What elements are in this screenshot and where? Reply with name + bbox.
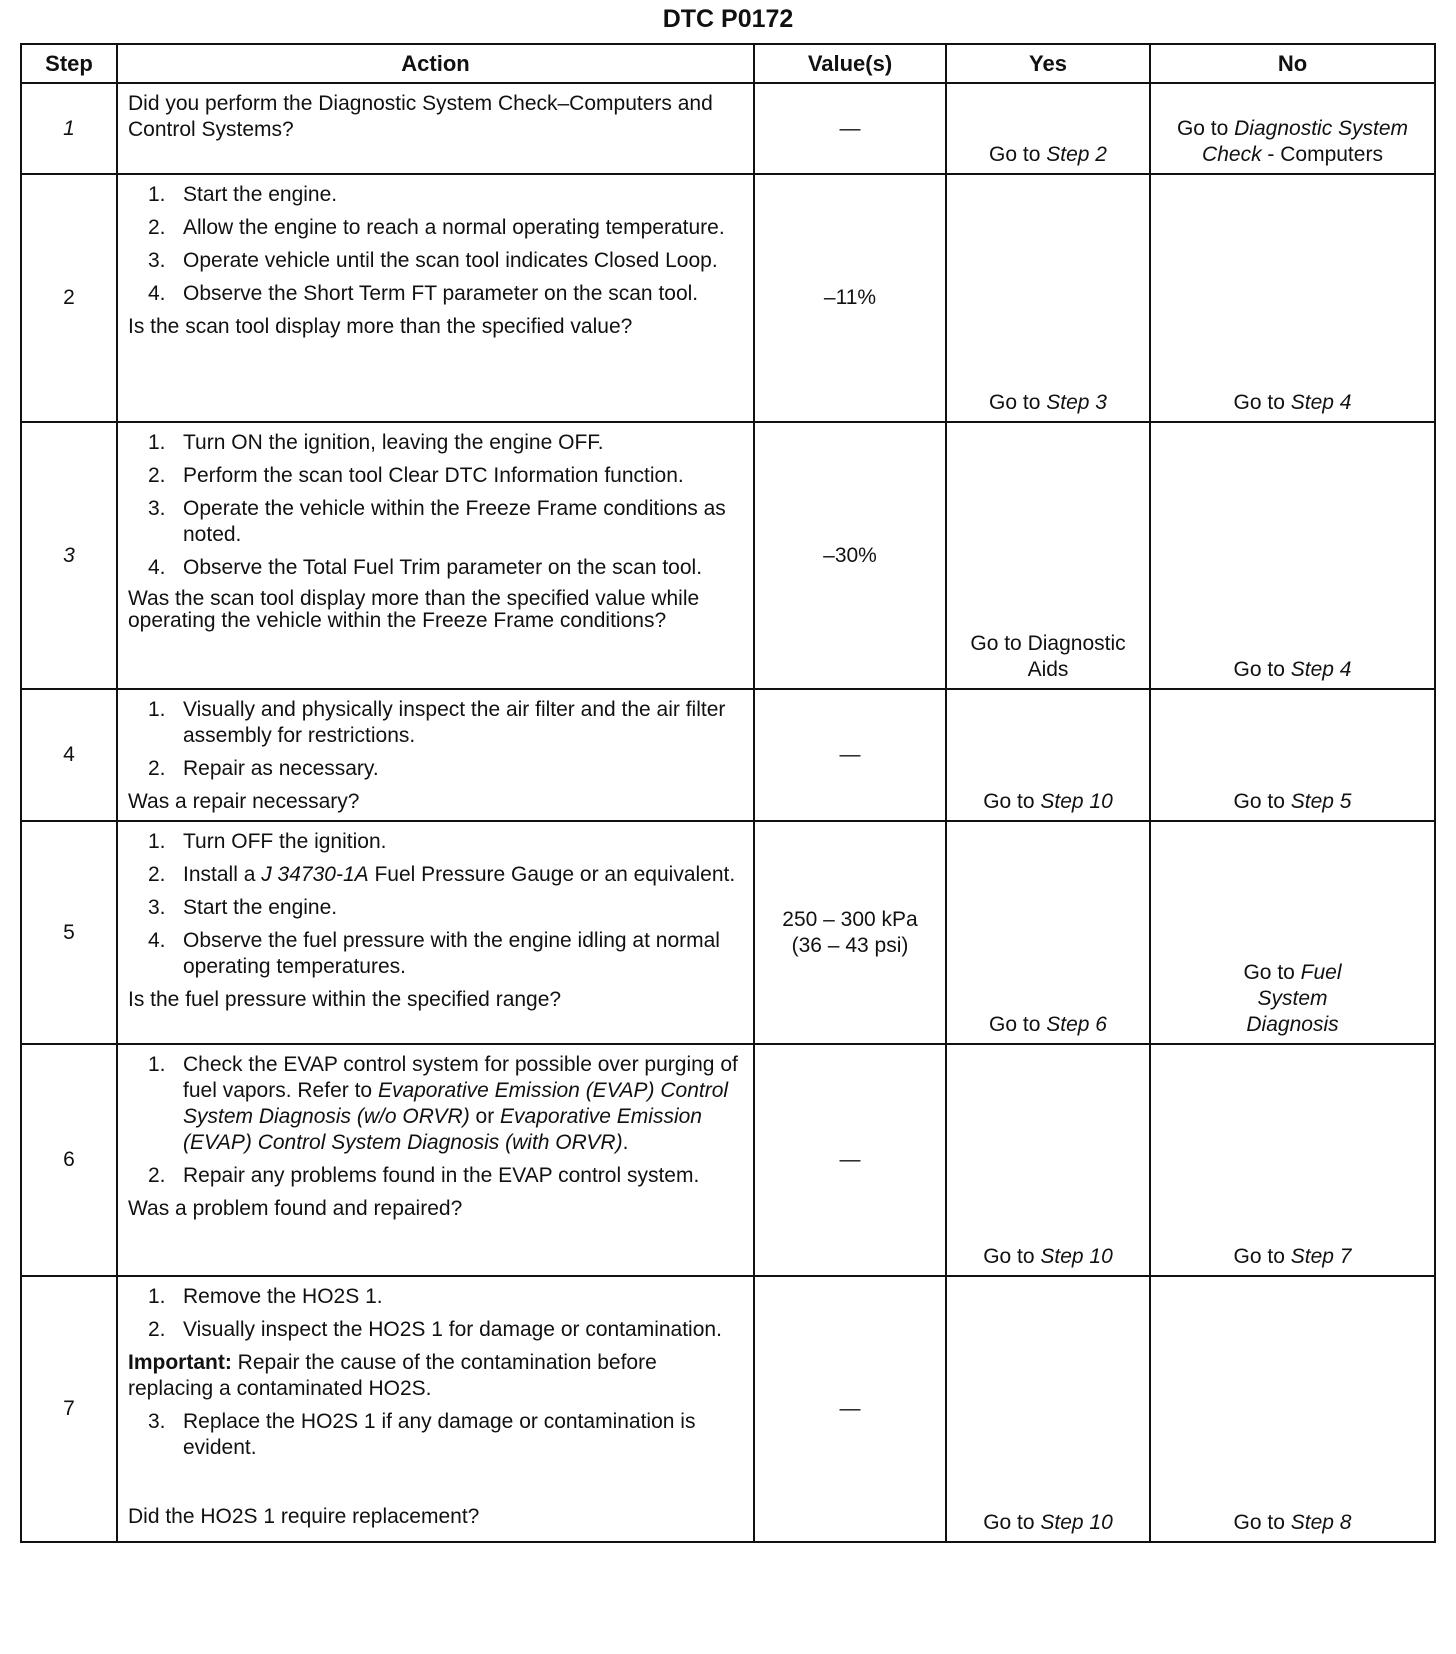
- item-number: 3.: [148, 497, 166, 520]
- no-link-suffix: - Computers: [1261, 143, 1383, 166]
- step-number: 2: [21, 174, 117, 422]
- no-link-prefix: Go to: [1233, 790, 1291, 813]
- item-text-pre: Check the EVAP control system for possible over purging of fuel vapors. Refer to: [183, 1053, 738, 1102]
- important-note: [128, 1350, 743, 1402]
- value-cell: —: [754, 1276, 946, 1542]
- yes-link-prefix: Go to: [989, 143, 1047, 166]
- list-item: [128, 496, 743, 548]
- action-list: [128, 1409, 743, 1461]
- yes-link-prefix: Go to: [989, 391, 1047, 414]
- diagnostic-table: [20, 43, 1436, 1543]
- list-item: [128, 248, 743, 274]
- item-text-post: Fuel Pressure Gauge or an equivalent.: [368, 863, 736, 886]
- item-number: 1.: [148, 1053, 166, 1076]
- action-question: Did the HO2S 1 require replacement?: [128, 1505, 480, 1528]
- yes-link-prefix: Go to: [983, 790, 1041, 813]
- list-item: [128, 928, 743, 980]
- action-list: [128, 430, 743, 581]
- yes-cell: [946, 1276, 1150, 1542]
- important-text: Repair the cause of the contamination before replacing a contaminated HO2S.: [128, 1351, 657, 1400]
- list-item: [128, 829, 743, 855]
- item-text: Operate vehicle until the scan tool indicates Closed Loop.: [183, 249, 718, 272]
- value-psi: (36 – 43 psi): [791, 934, 909, 957]
- header-row: [21, 44, 1435, 83]
- action-list: [128, 697, 743, 782]
- yes-cell: [946, 83, 1150, 174]
- item-number: 3.: [148, 249, 166, 272]
- item-number: 2.: [148, 216, 166, 239]
- action-cell: [117, 422, 754, 689]
- item-number: 4.: [148, 929, 166, 952]
- value-kpa: 250 – 300 kPa: [782, 908, 918, 931]
- list-item: [128, 1409, 743, 1461]
- item-number: 3.: [148, 896, 166, 919]
- item-number: 2.: [148, 1164, 166, 1187]
- reference-link[interactable]: Evaporative Emission (EVAP) Control System Diagnosis (with ORVR): [183, 1105, 702, 1154]
- list-item: [128, 430, 743, 456]
- value-cell: –30%: [754, 422, 946, 689]
- item-number: 3.: [148, 1410, 166, 1433]
- table-row: [21, 174, 1435, 422]
- list-item: [128, 1284, 743, 1310]
- item-text: Visually and physically inspect the air filter and the air filter assembly for restrictions.: [183, 698, 726, 747]
- table-row: [21, 83, 1435, 174]
- action-list: [128, 182, 743, 307]
- yes-link[interactable]: Step 10: [1040, 1245, 1113, 1268]
- table-row: [21, 1044, 1435, 1276]
- item-text: Replace the HO2S 1 if any damage or contamination is evident.: [183, 1410, 696, 1459]
- table-row: [21, 1276, 1435, 1542]
- item-text: Turn ON the ignition, leaving the engine OFF.: [183, 431, 604, 454]
- item-text: Visually inspect the HO2S 1 for damage or contamination.: [183, 1318, 722, 1341]
- yes-cell: [946, 174, 1150, 422]
- item-text: Allow the engine to reach a normal operating temperature.: [183, 216, 725, 239]
- action-cell: [117, 689, 754, 821]
- list-item: [128, 1317, 743, 1343]
- item-text: Operate the vehicle within the Freeze Frame conditions as noted.: [183, 497, 726, 546]
- no-link[interactable]: Diagnostic System Check: [1202, 117, 1409, 166]
- action-text: Did you perform the Diagnostic System Check–Computers and Control Systems?: [128, 92, 713, 141]
- no-link[interactable]: Step 4: [1290, 391, 1352, 414]
- action-cell: [117, 83, 754, 174]
- list-item: [128, 862, 743, 888]
- value-cell: —: [754, 83, 946, 174]
- table-row: [21, 689, 1435, 821]
- yes-cell: [946, 1044, 1150, 1276]
- no-link-prefix: Go to: [1243, 961, 1301, 984]
- no-cell: [1150, 174, 1435, 422]
- value-cell: –11%: [754, 174, 946, 422]
- list-item: [128, 697, 743, 749]
- no-link-prefix: Go to: [1233, 1245, 1291, 1268]
- list-item: [128, 281, 743, 307]
- no-link-prefix: Go to: [1176, 117, 1235, 140]
- header-yes: Yes: [946, 44, 1150, 83]
- tool-name: J 34730-1A: [261, 863, 369, 886]
- item-number: 2.: [148, 863, 166, 886]
- action-cell: [117, 1044, 754, 1276]
- item-text-pre: Install a: [183, 863, 262, 886]
- item-text-post: .: [622, 1131, 629, 1154]
- action-question: Was a problem found and repaired?: [128, 1197, 463, 1220]
- item-number: 1.: [148, 1285, 166, 1308]
- yes-link-prefix: Go to: [983, 1245, 1041, 1268]
- no-link-prefix: Go to: [1233, 658, 1291, 681]
- yes-cell: [946, 821, 1150, 1044]
- action-list: [128, 1284, 743, 1343]
- item-text: Observe the fuel pressure with the engine idling at normal operating temperatures.: [183, 929, 720, 978]
- yes-link[interactable]: Step 6: [1046, 1013, 1107, 1036]
- step-number: 1: [21, 83, 117, 174]
- item-number: 4.: [148, 282, 166, 305]
- item-number: 1.: [148, 183, 166, 206]
- list-item: [128, 1052, 743, 1156]
- reference-link[interactable]: Evaporative Emission (EVAP) Control System Diagnosis (w/o ORVR): [183, 1079, 729, 1128]
- item-text: Perform the scan tool Clear DTC Information function.: [183, 464, 684, 487]
- action-cell: [117, 1276, 754, 1542]
- step-number: 6: [21, 1044, 117, 1276]
- list-item: [128, 182, 743, 208]
- item-number: 1.: [148, 830, 166, 853]
- item-number: 1.: [148, 698, 166, 721]
- yes-link-prefix: Go to: [983, 1511, 1041, 1534]
- no-cell: [1150, 821, 1435, 1044]
- item-text: Observe the Total Fuel Trim parameter on the scan tool.: [183, 556, 703, 579]
- list-item: [128, 1163, 743, 1189]
- header-values: Value(s): [754, 44, 946, 83]
- item-text: Start the engine.: [183, 183, 338, 206]
- yes-cell[interactable]: [946, 422, 1150, 689]
- no-cell: [1150, 1276, 1435, 1542]
- no-link-prefix: Go to: [1233, 391, 1291, 414]
- yes-link[interactable]: Step 10: [1040, 1511, 1113, 1534]
- item-number: 2.: [148, 757, 166, 780]
- step-number: 4: [21, 689, 117, 821]
- yes-link[interactable]: Step 10: [1040, 790, 1113, 813]
- action-cell: [117, 174, 754, 422]
- item-number: 2.: [148, 464, 166, 487]
- step-number: 3: [21, 422, 117, 689]
- yes-link[interactable]: Step 2: [1046, 143, 1107, 166]
- no-cell: [1150, 83, 1435, 174]
- list-item: [128, 756, 743, 782]
- step-number: 5: [21, 821, 117, 1044]
- no-link[interactable]: Step 4: [1290, 658, 1352, 681]
- action-list: [128, 829, 743, 980]
- header-step: Step: [21, 44, 117, 83]
- no-link[interactable]: Step 5: [1290, 790, 1352, 813]
- step-number: 7: [21, 1276, 117, 1542]
- action-question: Is the scan tool display more than the specified value?: [128, 315, 633, 338]
- no-link-prefix: Go to: [1233, 1511, 1291, 1534]
- item-number: 1.: [148, 431, 166, 454]
- item-number: 4.: [148, 556, 166, 579]
- list-item: [128, 895, 743, 921]
- item-number: 2.: [148, 1318, 166, 1341]
- item-text: Repair as necessary.: [183, 757, 379, 780]
- yes-link[interactable]: Go to Diagnostic Aids: [970, 632, 1126, 681]
- item-text: Repair any problems found in the EVAP control system.: [183, 1164, 700, 1187]
- item-text: Observe the Short Term FT parameter on the scan tool.: [183, 282, 699, 305]
- no-cell: [1150, 422, 1435, 689]
- action-question: Was a repair necessary?: [128, 790, 360, 813]
- header-no: No: [1150, 44, 1435, 83]
- value-cell: —: [754, 689, 946, 821]
- yes-link[interactable]: Step 3: [1046, 391, 1107, 414]
- yes-link-prefix: Go to: [989, 1013, 1047, 1036]
- item-text: Remove the HO2S 1.: [183, 1285, 383, 1308]
- yes-cell: [946, 689, 1150, 821]
- item-text: Start the engine.: [183, 896, 338, 919]
- value-cell: —: [754, 1044, 946, 1276]
- no-link[interactable]: Step 7: [1290, 1245, 1352, 1268]
- table-row: [21, 422, 1435, 689]
- action-list: [128, 1052, 743, 1189]
- no-cell: [1150, 1044, 1435, 1276]
- no-link[interactable]: Step 8: [1290, 1511, 1352, 1534]
- action-question: Is the fuel pressure within the specified range?: [128, 988, 562, 1011]
- no-cell: [1150, 689, 1435, 821]
- list-item: [128, 463, 743, 489]
- table-row: [21, 821, 1435, 1044]
- item-text: Turn OFF the ignition.: [183, 830, 387, 853]
- important-label: Important:: [128, 1351, 232, 1374]
- item-text-mid: or: [469, 1105, 501, 1128]
- page-title: DTC P0172: [662, 5, 794, 33]
- value-cell: [754, 821, 946, 1044]
- list-item: [128, 555, 743, 581]
- action-question: Was the scan tool display more than the specified value while operating the vehicle within the Freeze Frame conditions?: [128, 587, 700, 632]
- action-cell: [117, 821, 754, 1044]
- list-item: [128, 215, 743, 241]
- no-link[interactable]: Fuel System Diagnosis: [1246, 961, 1342, 1036]
- header-action: Action: [117, 44, 754, 83]
